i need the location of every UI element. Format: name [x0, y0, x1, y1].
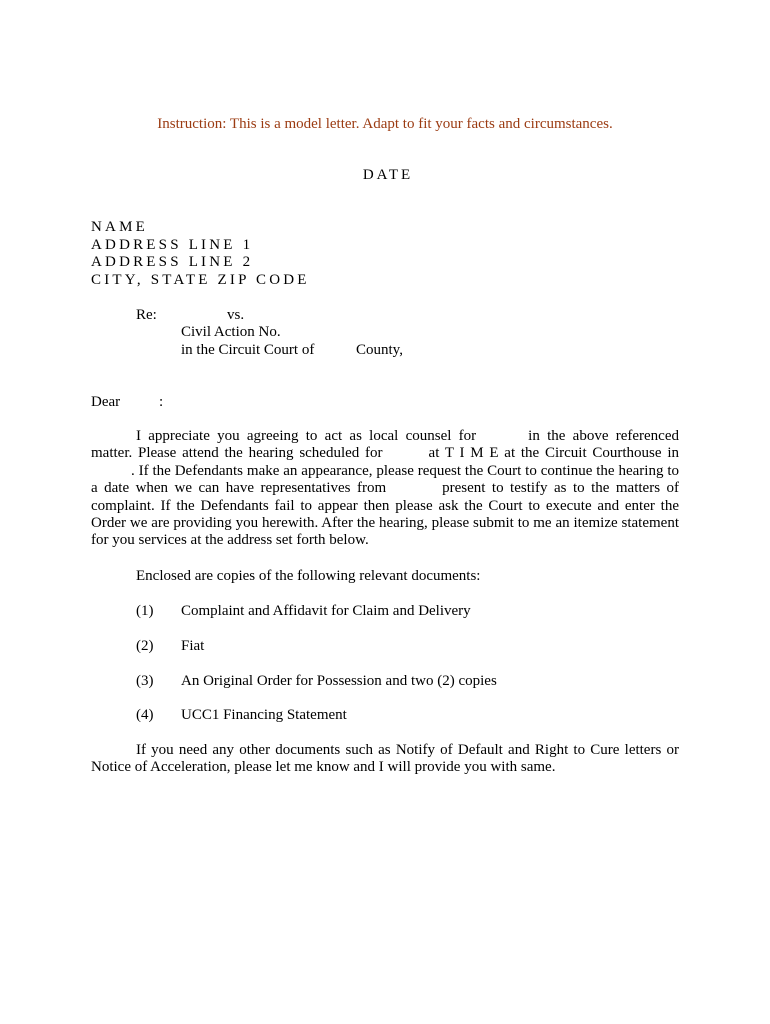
- address-city-state-zip: CITY, STATE ZIP CODE: [91, 272, 310, 288]
- enclosures-intro: Enclosed are copies of the following relevant documents:: [136, 568, 481, 584]
- address-line-1: ADDRESS LINE 1: [91, 237, 254, 253]
- para1-part3: at T I M E at the Circuit Courthouse in: [428, 445, 679, 462]
- salutation-colon: :: [159, 394, 164, 410]
- re-vs: vs.: [227, 307, 245, 323]
- salutation-dear: Dear: [91, 394, 121, 410]
- closing-paragraph: If you need any other documents such as Notify of Default and Right to Cure letters or Notice of Acceleration, please let me know and I will provide you with same.: [91, 742, 679, 776]
- enclosure-number-1: (1): [136, 603, 154, 619]
- recipient-name: NAME: [91, 219, 148, 235]
- circuit-court-prefix: in the Circuit Court of: [181, 342, 315, 358]
- re-label: Re:: [136, 307, 157, 323]
- enclosure-number-3: (3): [136, 673, 154, 689]
- para1-part2: in the above referenced matter. Please attend the hearing scheduled for: [91, 428, 679, 462]
- enclosure-item-3: An Original Order for Possession and two (2) copies: [181, 673, 497, 689]
- instruction-note: Instruction: This is a model letter. Adapt to fit your facts and circumstances.: [157, 116, 613, 132]
- letter-date: DATE: [362, 167, 414, 183]
- address-line-2: ADDRESS LINE 2: [91, 254, 254, 270]
- enclosure-item-4: UCC1 Financing Statement: [181, 707, 347, 723]
- county-label: County,: [356, 342, 403, 358]
- para1-part5: present to testify as to the matters of complaint. If the Defendants fail to appear then please ask the Court to execute and enter the Order we are providing you herewith. After the hearing, please submit to me an itemize statement for you services at the address set forth below.: [91, 480, 679, 549]
- enclosure-number-4: (4): [136, 707, 154, 723]
- enclosure-item-2: Fiat: [181, 638, 205, 654]
- civil-action-number: Civil Action No.: [181, 324, 281, 340]
- enclosure-number-2: (2): [136, 638, 154, 654]
- para1-part4: . If the Defendants make an appearance, please request the Court to continue the hearing to a date when we can have representatives from: [91, 462, 679, 497]
- body-paragraph-1: [91, 428, 679, 550]
- enclosure-item-1: Complaint and Affidavit for Claim and Delivery: [181, 603, 471, 619]
- para1-part1: I appreciate you agreeing to act as local counsel for: [136, 428, 477, 444]
